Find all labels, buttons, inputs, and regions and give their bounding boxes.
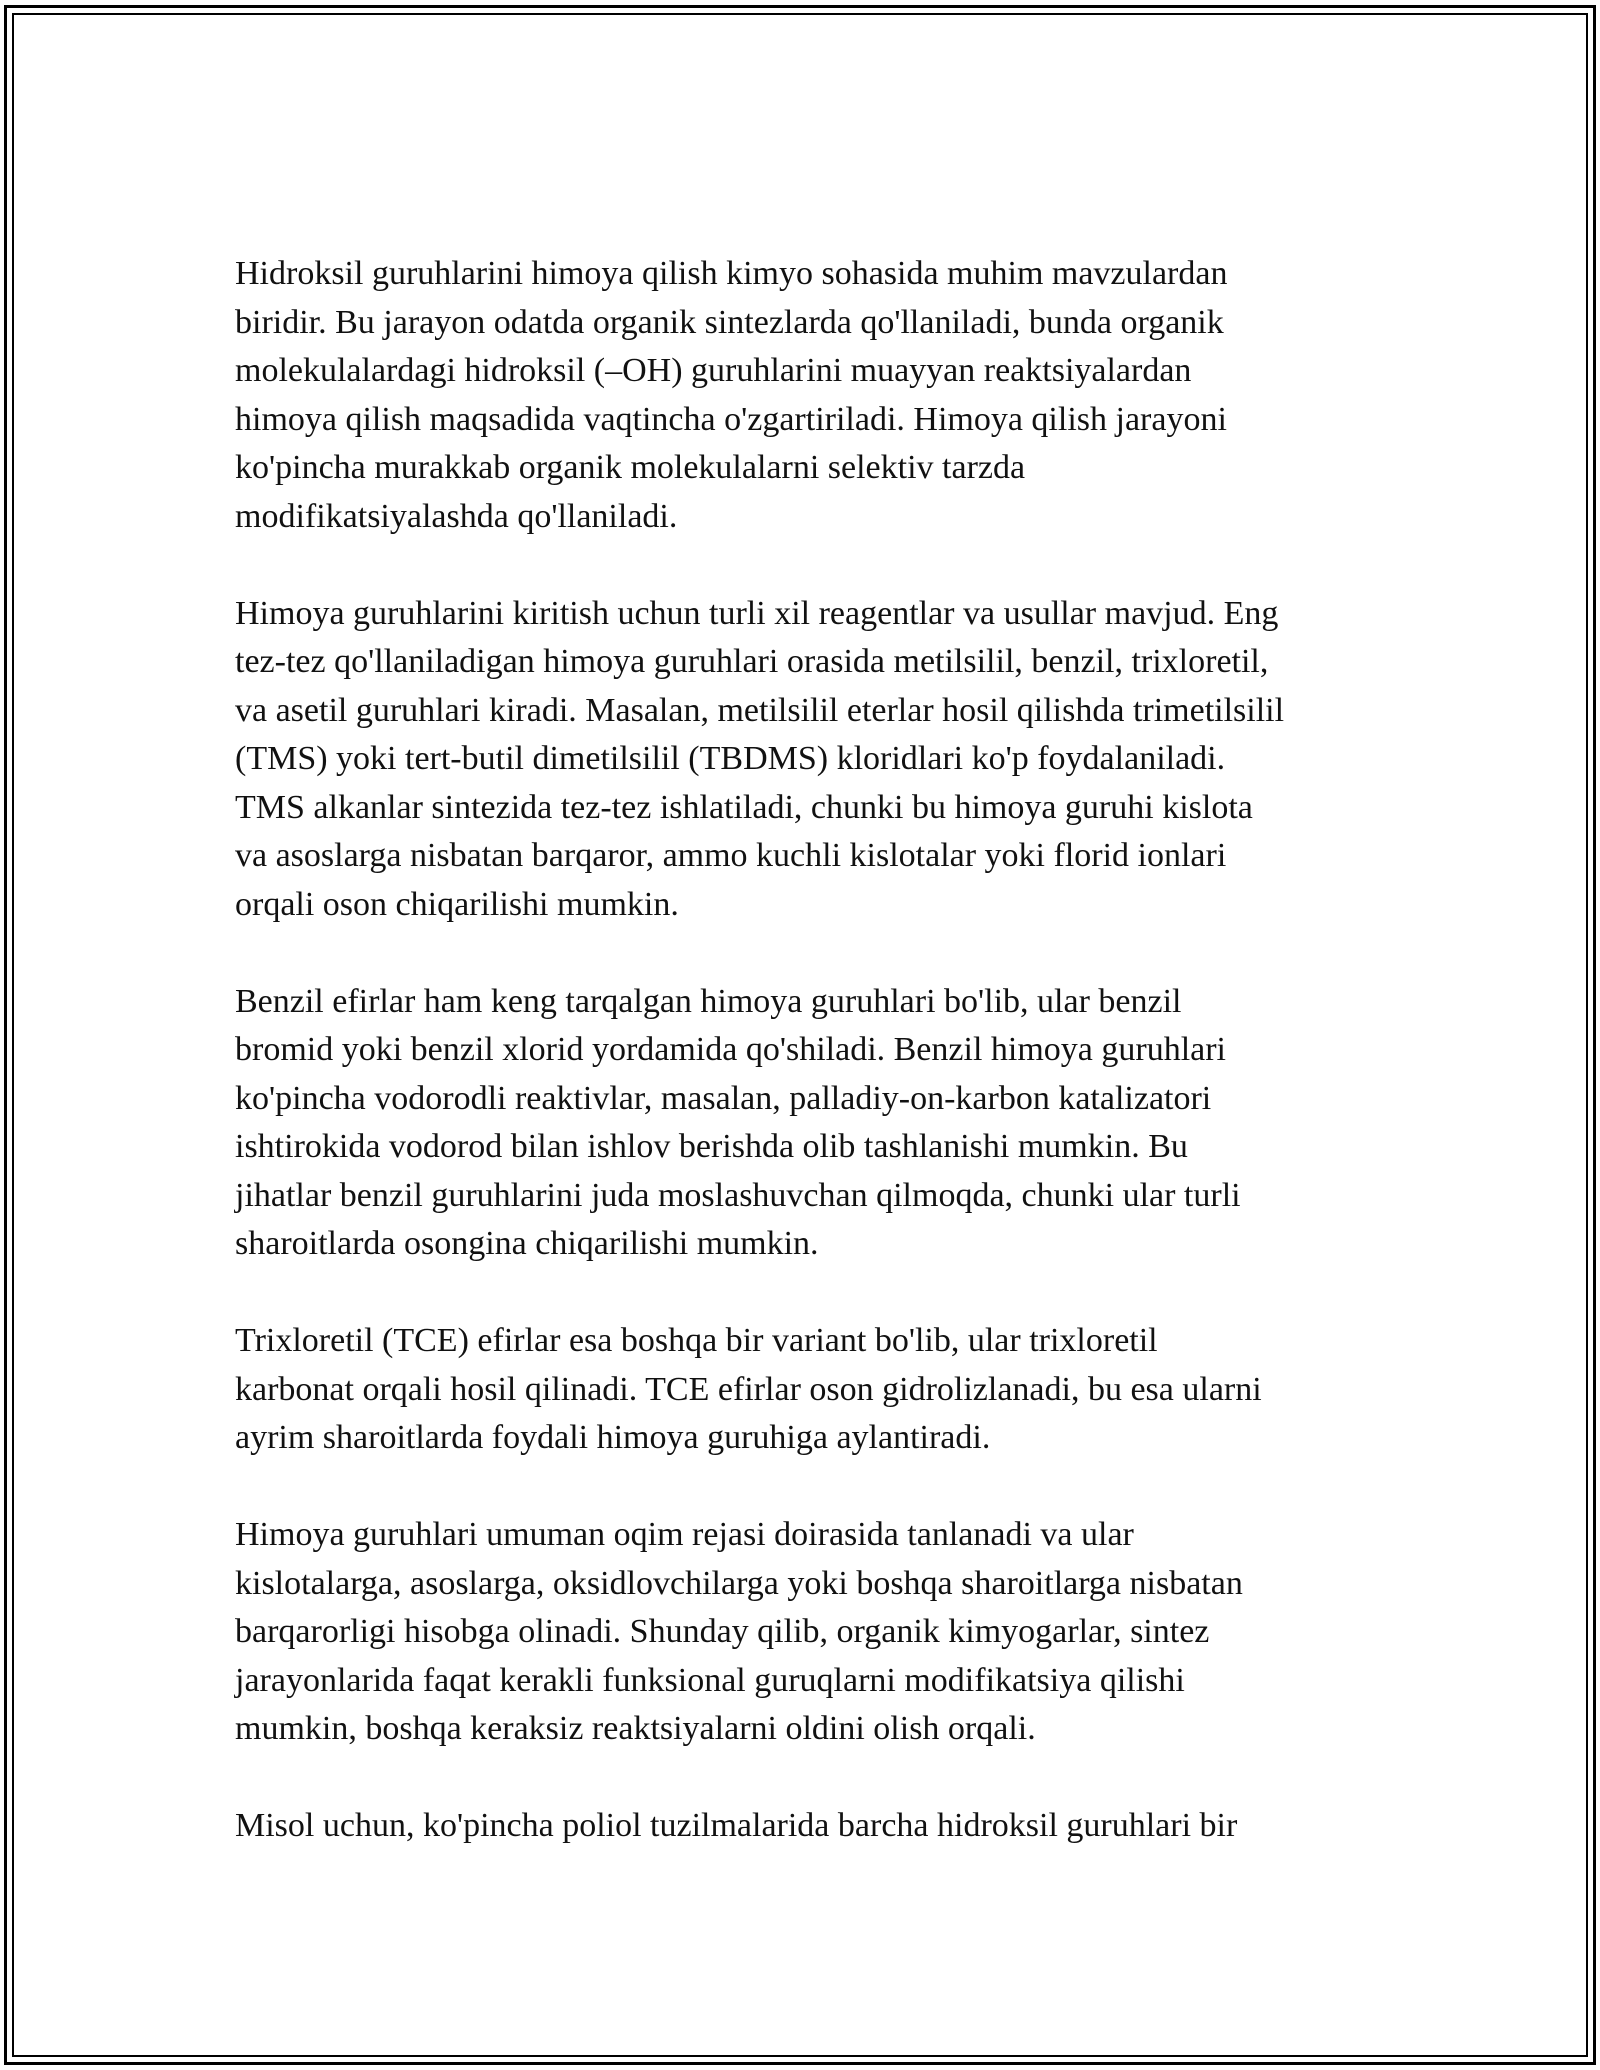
paragraph-1: Hidroksil guruhlarini himoya qilish kimyo sohasida muhim mavzulardan biridir. Bu jarayon odatda organik sintezlarda qo'llaniladi, bunda organik molekulalardagi hidroksil (–OH) guruhlarini muayyan reaktsiyalardan himoya qilish maqsadida vaqtincha o'zgartiriladi. Himoya qilish jarayoni ko'pincha murakkab organik molekulalarni selektiv tarzda modifikatsiyalashda qo'llaniladi. — [235, 255, 1228, 535]
paragraph-2: Himoya guruhlarini kiritish uchun turli xil reagentlar va usullar mavjud. Eng tez-tez qo'llaniladigan himoya guruhlari orasida metilsilil, benzil, trixloretil, va asetil guruhlari kiradi. Masalan, metilsilil eterlar hosil qilishda trimetilsilil (TMS) yoki tert-butil dimetilsilil (TBDMS) kloridlari ko'p foydalaniladi. TMS alkanlar sintezida tez-tez ishlatiladi, chunki bu himoya guruhi kislota va asoslarga nisbatan barqaror, ammo kuchli kislotalar yoki florid ionlari orqali oson chiqarilishi mumkin. — [235, 594, 1285, 923]
document-body — [235, 250, 1375, 1851]
paragraph-4: Trixloretil (TCE) efirlar esa boshqa bir variant bo'lib, ular trixloretil karbonat orqali hosil qilinadi. TCE efirlar oson gidrolizlanadi, bu esa ularni ayrim sharoitlarda foydali himoya guruhiga aylantiradi. — [235, 1322, 1262, 1456]
paragraph-5: Himoya guruhlari umuman oqim rejasi doirasida tanlanadi va ular kislotalarga, asoslarga, oksidlovchilarga yoki boshqa sharoitlarga nisbatan barqarorligi hisobga olinadi. Shunday qilib, organik kimyogarlar, sintez jarayonlarida faqat kerakli funksional guruqlarni modifikatsiya qilishi mumkin, boshqa keraksiz reaktsiyalarni oldini olish orqali. — [235, 1516, 1243, 1747]
paragraph-3: Benzil efirlar ham keng tarqalgan himoya guruhlari bo'lib, ular benzil bromid yoki benzil xlorid yordamida qo'shiladi. Benzil himoya guruhlari ko'pincha vodorodli reaktivlar, masalan, palladiy-on-karbon katalizatori ishtirokida vodorod bilan ishlov berishda olib tashlanishi mumkin. Bu jihatlar benzil guruhlarini juda moslashuvchan qilmoqda, chunki ular turli sharoitlarda osongina chiqarilishi mumkin. — [235, 982, 1241, 1262]
paragraph-6: Misol uchun, ko'pincha poliol tuzilmalarida barcha hidroksil guruhlari bir — [235, 1807, 1238, 1844]
